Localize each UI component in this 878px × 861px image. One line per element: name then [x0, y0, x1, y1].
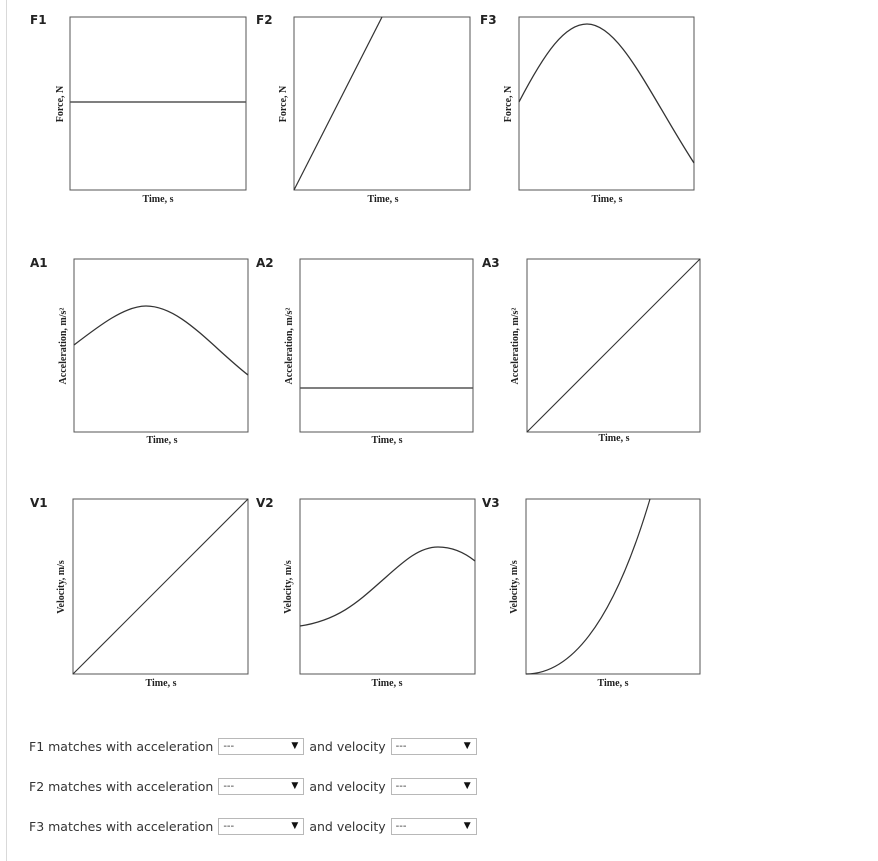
f2-acceleration-select[interactable] — [218, 778, 304, 795]
xlabel-a3: Time, s — [598, 433, 630, 444]
plot-frame-a2 — [300, 259, 473, 432]
f1-velocity-select[interactable] — [391, 738, 477, 755]
f1-velocity-value: --- — [395, 740, 407, 752]
panel-label-f2: F2 — [256, 13, 273, 27]
xlabel-v2: Time, s — [371, 678, 403, 689]
plot-frame-f2 — [294, 17, 470, 190]
panel-label-f3: F3 — [480, 13, 497, 27]
graph-a1 — [58, 259, 248, 446]
plot-frame-f1 — [70, 17, 246, 190]
f1-acceleration-value: --- — [223, 740, 235, 752]
ylabel-a3: Acceleration, m/s² — [510, 307, 521, 385]
question-row-f1 — [29, 736, 482, 756]
question-text-f1: F1 matches with acceleration — [29, 738, 214, 754]
question-row-f3 — [29, 816, 482, 836]
accel-curve-a1 — [74, 306, 248, 375]
graph-f2 — [278, 17, 470, 205]
xlabel-a2: Time, s — [371, 435, 403, 446]
panel-label-f1: F1 — [30, 13, 47, 27]
xlabel-f3: Time, s — [591, 194, 623, 205]
chevron-down-icon: ▼ — [463, 780, 471, 791]
graph-v1 — [56, 499, 248, 689]
panel-label-a2: A2 — [256, 256, 274, 270]
panel-label-v1: V1 — [30, 496, 48, 510]
f3-velocity-value: --- — [395, 820, 407, 832]
velocity-curve-v1 — [73, 499, 248, 674]
ylabel-a1: Acceleration, m/s² — [58, 307, 69, 385]
plot-frame-a1 — [74, 259, 248, 432]
panel-label-v3: V3 — [482, 496, 500, 510]
plot-frame-v3 — [526, 499, 700, 674]
graph-v3 — [509, 499, 700, 689]
f2-velocity-value: --- — [395, 780, 407, 792]
f2-velocity-select[interactable] — [391, 778, 477, 795]
f3-acceleration-value: --- — [223, 820, 235, 832]
graph-a2 — [284, 259, 473, 446]
accel-curve-a3 — [527, 259, 700, 432]
xlabel-f1: Time, s — [142, 194, 174, 205]
chevron-down-icon: ▼ — [291, 820, 299, 831]
f3-acceleration-select[interactable] — [218, 818, 304, 835]
ylabel-v2: Velocity, m/s — [283, 560, 294, 614]
chevron-down-icon: ▼ — [291, 740, 299, 751]
ylabel-f1: Force, N — [55, 85, 66, 123]
ylabel-a2: Acceleration, m/s² — [284, 307, 295, 385]
velocity-curve-v3 — [526, 499, 650, 674]
question-row-f2 — [29, 776, 482, 796]
f3-velocity-select[interactable] — [391, 818, 477, 835]
chevron-down-icon: ▼ — [291, 780, 299, 791]
plot-frame-f3 — [519, 17, 694, 190]
question-mid-f3: and velocity — [309, 818, 386, 834]
panel-label-a3: A3 — [482, 256, 500, 270]
xlabel-v1: Time, s — [145, 678, 177, 689]
graph-a3 — [510, 259, 700, 444]
velocity-curve-v2 — [300, 547, 475, 626]
xlabel-v3: Time, s — [597, 678, 629, 689]
xlabel-a1: Time, s — [146, 435, 178, 446]
panel-label-a1: A1 — [30, 256, 48, 270]
ylabel-f3: Force, N — [503, 85, 514, 123]
ylabel-v3: Velocity, m/s — [509, 560, 520, 614]
xlabel-f2: Time, s — [367, 194, 399, 205]
chevron-down-icon: ▼ — [463, 820, 471, 831]
plot-frame-v2 — [300, 499, 475, 674]
ylabel-f2: Force, N — [278, 85, 289, 123]
force-curve-f2 — [294, 17, 382, 190]
ylabel-v1: Velocity, m/s — [56, 560, 67, 614]
f1-acceleration-select[interactable] — [218, 738, 304, 755]
panel-label-v2: V2 — [256, 496, 274, 510]
question-mid-f1: and velocity — [309, 738, 386, 754]
chevron-down-icon: ▼ — [463, 740, 471, 751]
question-mid-f2: and velocity — [309, 778, 386, 794]
question-text-f3: F3 matches with acceleration — [29, 818, 214, 834]
force-curve-f3 — [519, 24, 694, 163]
f2-acceleration-value: --- — [223, 780, 235, 792]
question-text-f2: F2 matches with acceleration — [29, 778, 214, 794]
graph-v2 — [283, 499, 475, 689]
graph-f3 — [503, 17, 694, 205]
graph-f1 — [55, 17, 246, 205]
